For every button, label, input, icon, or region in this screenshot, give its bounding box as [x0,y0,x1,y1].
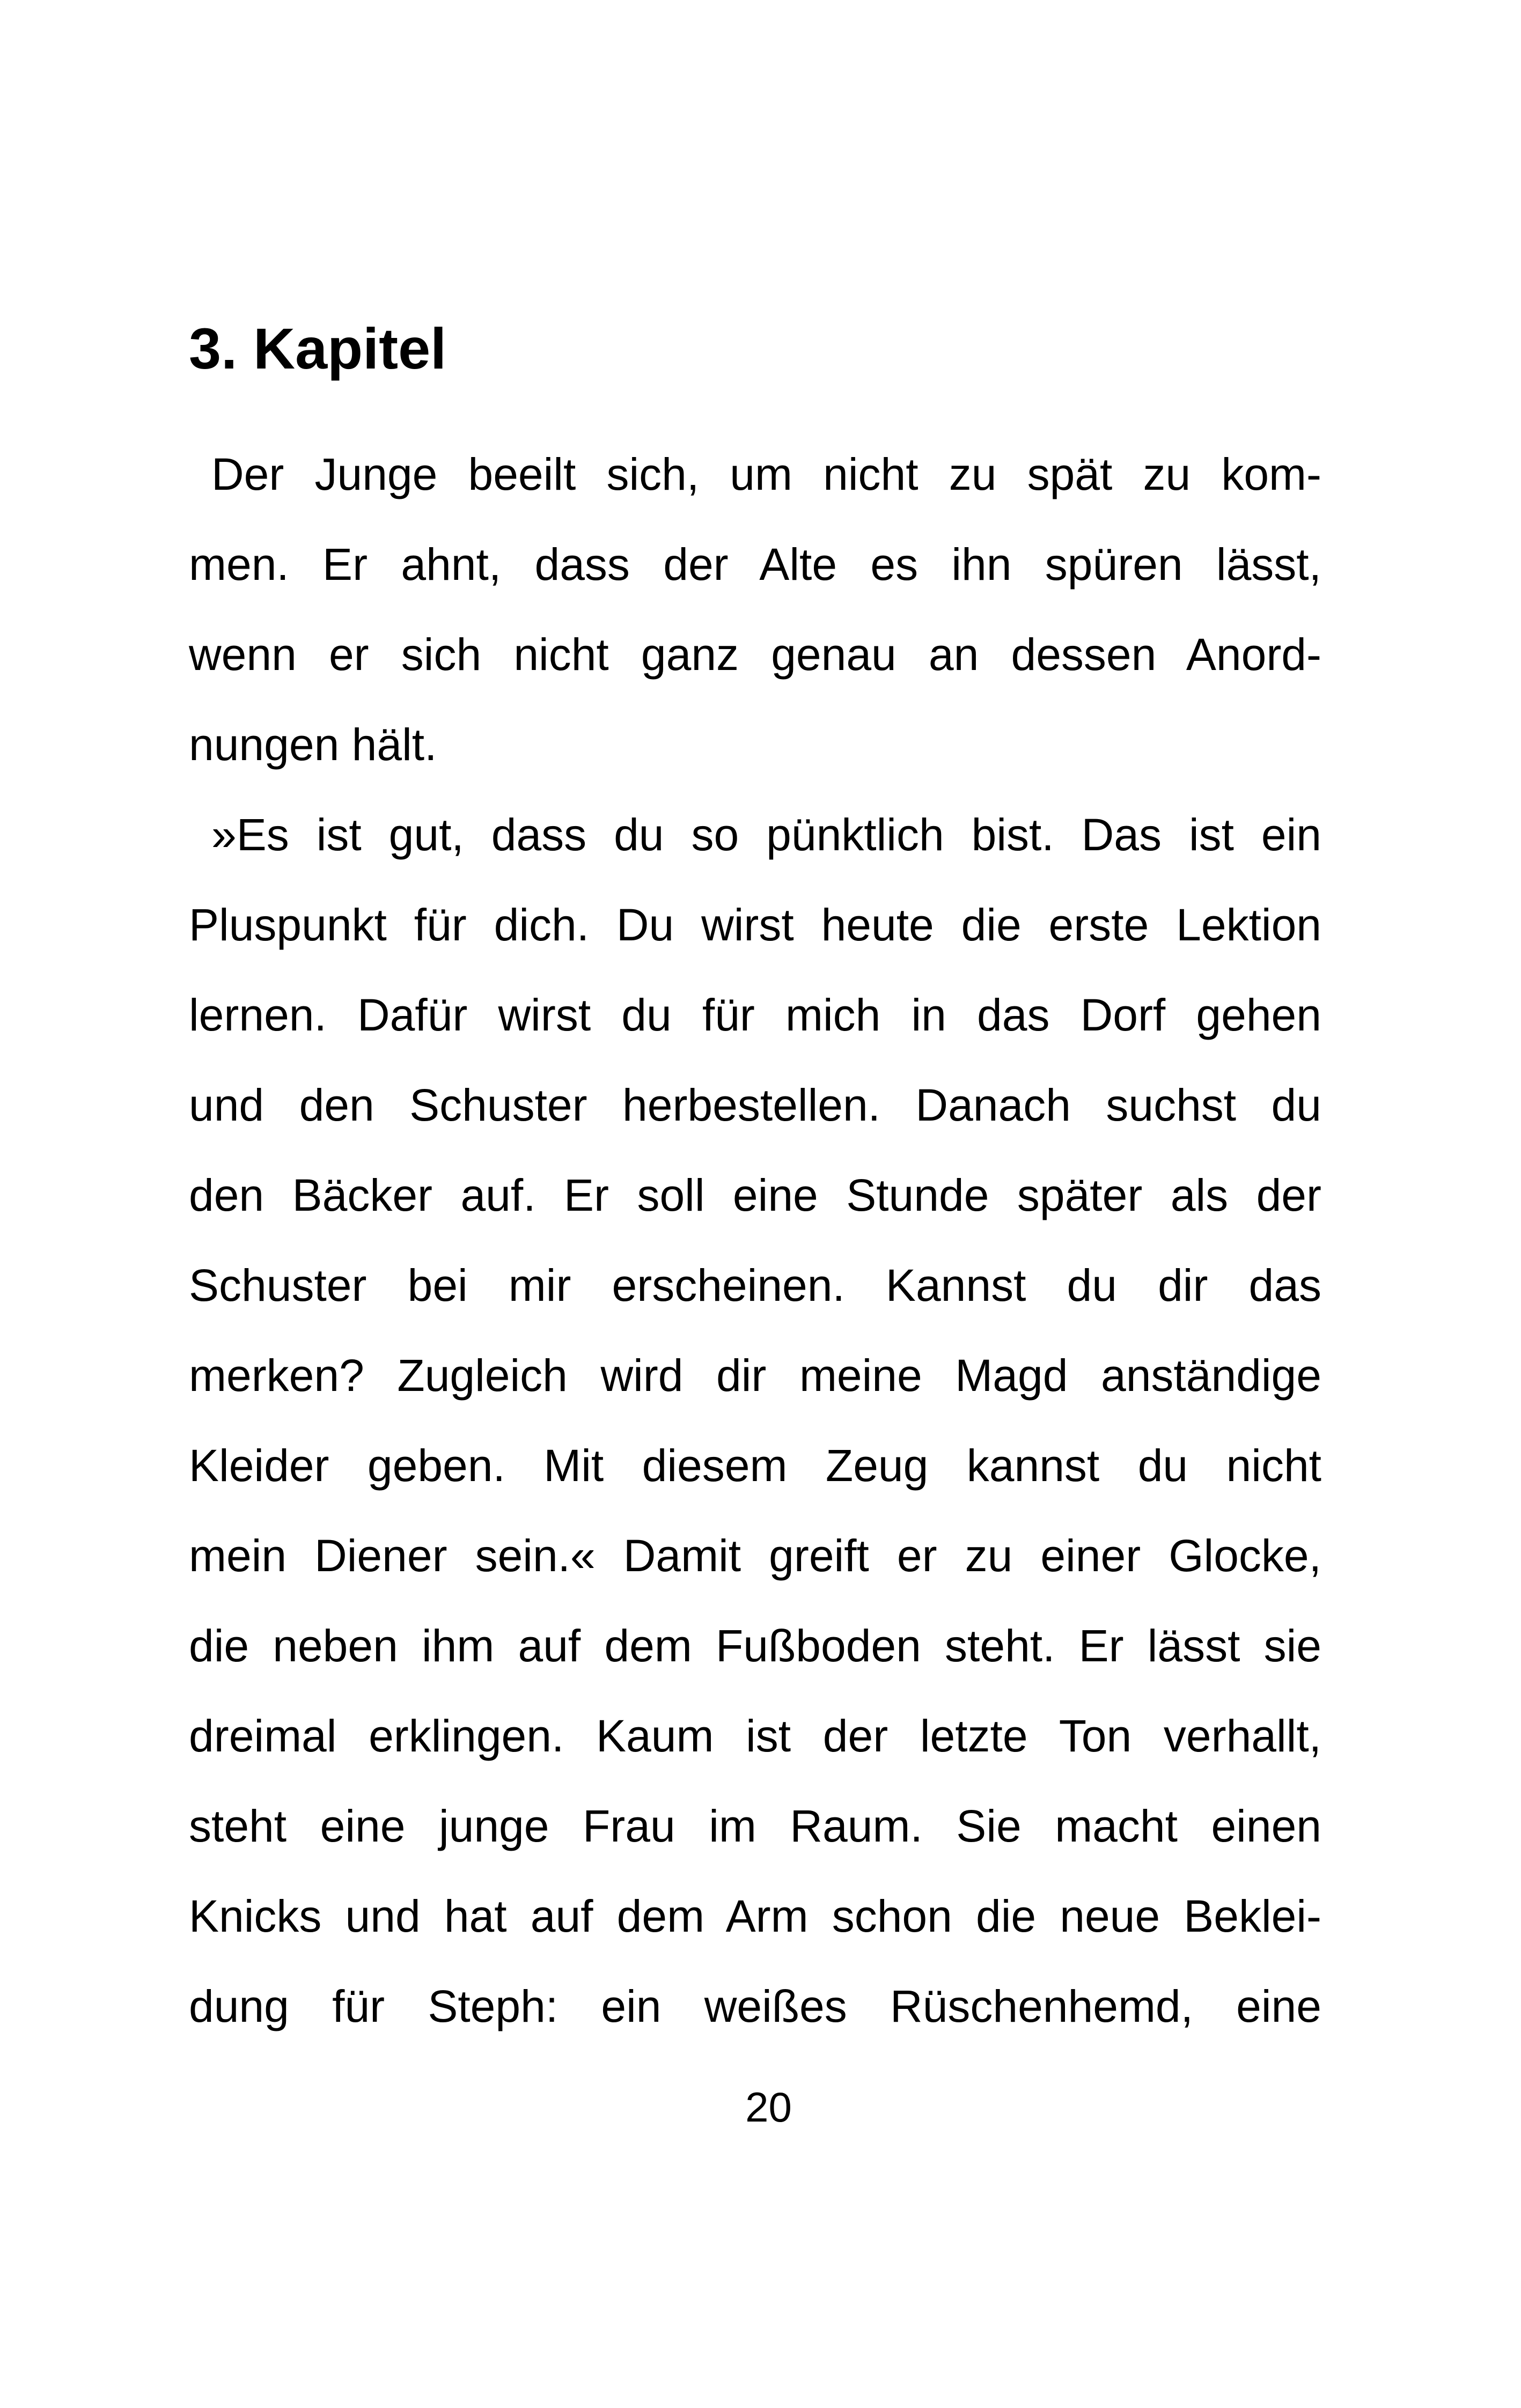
chapter-title: 3. Kapitel [189,316,447,381]
text-line: steht eine junge Frau im Raum. Sie macht einen [189,1801,1321,1851]
text-line: »Es ist gut, dass du so pünktlich bist. Das ist ein [189,809,1321,860]
text-line: dreimal erklingen. Kaum ist der letzte Ton verhallt, [189,1711,1321,1761]
text-line: wenn er sich nicht ganz genau an dessen Anord- [189,629,1321,680]
body-text [189,429,1321,2051]
text-line: merken? Zugleich wird dir meine Magd anständige [189,1350,1321,1401]
text-line: mein Diener sein.« Damit greift er zu einer Glocke, [189,1530,1321,1581]
text-line: nungen hält. [189,719,437,770]
text-line: Der Junge beeilt sich, um nicht zu spät zu kom- [189,449,1321,499]
text-line: und den Schuster herbestellen. Danach suchst du [189,1080,1321,1130]
text-line: Knicks und hat auf dem Arm schon die neue Beklei- [189,1891,1321,1941]
text-line: lernen. Dafür wirst du für mich in das Dorf gehen [189,990,1321,1040]
text-line: dung für Steph: ein weißes Rüschenhemd, eine [189,1981,1321,2031]
text-line: die neben ihm auf dem Fußboden steht. Er lässt sie [189,1621,1321,1671]
text-line: men. Er ahnt, dass der Alte es ihn spüren lässt, [189,539,1321,590]
text-line: Pluspunkt für dich. Du wirst heute die erste Lektion [189,900,1321,950]
text-line: Kleider geben. Mit diesem Zeug kannst du nicht [189,1440,1321,1491]
page-number: 20 [745,2083,792,2131]
text-line: den Bäcker auf. Er soll eine Stunde später als der [189,1170,1321,1220]
text-line: Schuster bei mir erscheinen. Kannst du dir das [189,1260,1321,1310]
